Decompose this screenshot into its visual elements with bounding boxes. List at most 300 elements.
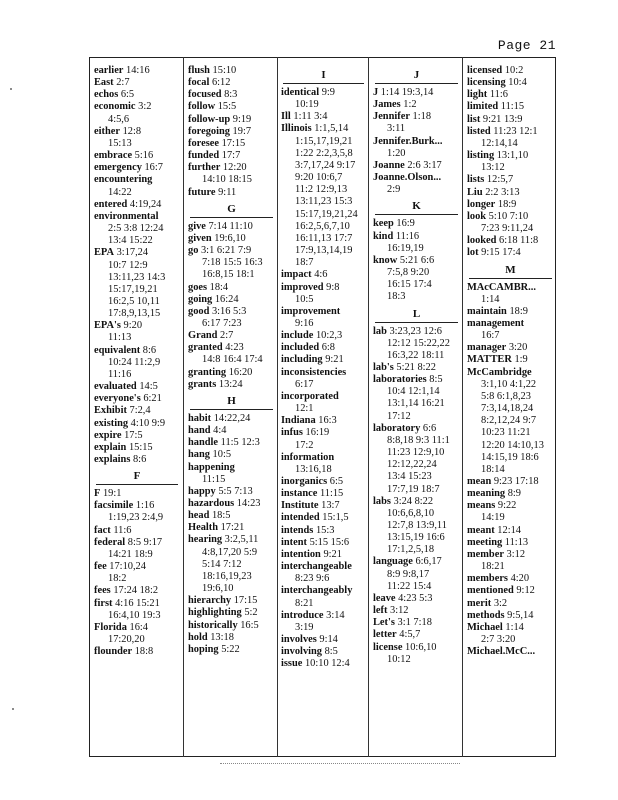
page-reference: 15:15: [126, 441, 153, 453]
page-reference: 3:17,24: [114, 247, 149, 259]
index-entry: [94, 488, 180, 500]
page-reference: 16:2,5,6,7,10: [295, 220, 350, 232]
page-reference: 19:6,10: [202, 583, 234, 595]
page-reference: 4:16 15:21: [112, 597, 160, 609]
index-term: F: [94, 488, 101, 500]
index-entry: [188, 534, 275, 546]
index-term: Michael.McC...: [467, 646, 536, 658]
index-entry: [281, 525, 366, 537]
page-reference: 10:12: [387, 653, 411, 665]
page-reference: 16:5: [237, 619, 259, 631]
page-reference: 11:16: [108, 368, 132, 380]
page-reference: 13:11,23 14:3: [108, 271, 166, 283]
index-entry: [94, 150, 180, 162]
index-term: include: [281, 330, 314, 342]
index-term: meant: [467, 524, 495, 536]
page-reference: 3:2,5,11: [222, 534, 259, 546]
page-reference: 1:9: [511, 354, 528, 366]
page-reference: 8:5 9:17: [125, 536, 163, 548]
index-entry: [281, 269, 366, 281]
index-term: head: [188, 510, 210, 522]
page-reference: 9:20 10:6,7: [295, 172, 343, 184]
page-reference: 5:2: [241, 607, 258, 619]
index-term: improvement: [281, 305, 341, 317]
scan-speck: [12, 708, 14, 710]
index-term: foresee: [188, 137, 219, 149]
index-term: lab's: [373, 361, 394, 373]
page-reference: 4:23: [222, 342, 244, 354]
page-reference: 18:4: [207, 281, 229, 293]
page-reference: 3:24 8:22: [390, 495, 434, 507]
page-reference: 12:12,22,24: [387, 459, 437, 471]
index-entry: [281, 87, 366, 99]
index-entry: [373, 231, 460, 243]
index-entry: [467, 306, 554, 318]
index-entry: [467, 549, 554, 561]
page-reference: 1:14: [502, 621, 524, 633]
page-reference: 13:1,14 16:21: [387, 398, 445, 410]
index-term: mean: [467, 476, 492, 487]
page-reference: 3:19: [295, 621, 314, 633]
page-reference: 14:8 16:4 17:4: [202, 354, 263, 366]
index-entry: [94, 525, 180, 537]
page-reference: 18:7: [295, 257, 314, 269]
index-term: license: [373, 641, 403, 653]
index-entry: [373, 326, 460, 338]
index-column-4: [373, 65, 460, 666]
index-entry: [188, 138, 275, 150]
page-reference: 1:14: [481, 293, 500, 305]
index-term: kind: [373, 230, 394, 242]
index-entry: [467, 101, 554, 113]
index-term: handle: [188, 437, 219, 449]
index-entry: [373, 160, 460, 172]
index-term: inorganics: [281, 476, 328, 487]
index-term: licensed: [467, 65, 503, 76]
index-term: meeting: [467, 536, 503, 548]
page-reference: 1:14 19:3,14: [378, 87, 434, 98]
index-term: intention: [281, 548, 321, 560]
index-term: hand: [188, 425, 211, 437]
page-reference: 9:19: [230, 113, 252, 125]
page-reference: 12:14: [494, 524, 521, 536]
index-entry: [281, 561, 366, 573]
index-entry: [281, 634, 366, 646]
page-reference: 13:18: [207, 631, 234, 643]
index-entry: [373, 136, 460, 148]
index-entry: [467, 150, 554, 162]
page-reference: 17:7,19 18:7: [387, 483, 440, 495]
index-term: listed: [467, 125, 491, 137]
page-reference: 14:5: [136, 381, 158, 393]
page-reference: 13:24: [216, 378, 243, 390]
page-reference: 7:5,8 9:20: [387, 267, 430, 279]
page-reference: 3:16 5:3: [209, 305, 247, 317]
index-entry: [188, 620, 275, 632]
index-entry: [373, 617, 460, 629]
index-term: EPA's: [94, 320, 121, 332]
index-entry: [467, 525, 554, 537]
page-reference: 16:19: [302, 427, 330, 439]
index-entry: [373, 593, 460, 605]
page-reference: 1:16: [133, 500, 155, 512]
index-entry: [94, 345, 180, 357]
index-entry: [373, 111, 460, 123]
page-reference: 11:6: [487, 89, 508, 101]
page-reference: 5:10 7:10: [486, 210, 529, 222]
page-reference: 1:19,23 2:4,9: [108, 512, 164, 524]
index-entry: [188, 522, 275, 534]
page-reference: 17:1,2,5,18: [387, 544, 435, 556]
index-entry: [373, 605, 460, 617]
page-reference: 15:1,5: [319, 512, 349, 524]
index-entry: [188, 342, 275, 354]
index-term: Jennifer.Burk...: [373, 135, 443, 147]
letter-heading: M: [467, 264, 554, 276]
index-term: laboratories: [373, 374, 427, 386]
index-term: looked: [467, 235, 497, 247]
page-reference: 6:5: [118, 89, 135, 101]
page-reference: 14:22,24: [211, 412, 251, 424]
page-reference: 10:23 11:21: [481, 427, 531, 439]
index-entry: [188, 245, 275, 257]
index-term: MAcCAMBR...: [467, 281, 536, 293]
index-entry: [281, 500, 366, 512]
page-reference: 10:10 12:4: [302, 658, 350, 670]
index-entry: [373, 629, 460, 641]
index-term: Institute: [281, 500, 319, 512]
page-reference: 3:12: [387, 605, 409, 617]
page-reference: 1:2: [400, 99, 417, 111]
page-reference: 15:13: [108, 137, 132, 149]
index-term: expire: [94, 429, 122, 441]
page-reference: 1:18: [409, 111, 432, 123]
index-entry: [373, 423, 460, 435]
page-reference: 12:20: [220, 162, 247, 174]
page-reference: 14:22: [108, 186, 132, 198]
index-term: hold: [188, 631, 208, 643]
page-reference: 8:8,18 9:3 11:1: [387, 434, 450, 446]
page-reference: 11:15: [317, 488, 344, 500]
index-entry: [467, 354, 554, 366]
index-term: given: [188, 232, 212, 244]
index-term: follow-up: [188, 113, 231, 125]
index-term: manager: [467, 342, 507, 354]
index-term: laboratory: [373, 422, 421, 434]
index-term: hearing: [188, 534, 223, 546]
letter-heading: I: [281, 69, 366, 81]
page-reference: 1:11 3:4: [290, 111, 328, 123]
index-term: language: [373, 556, 413, 568]
index-entry: [373, 496, 460, 508]
page-reference: 10:5: [209, 449, 232, 461]
page-reference: 16:9: [393, 218, 415, 230]
page-reference: 1:20: [387, 147, 406, 159]
index-entry: [188, 437, 275, 449]
page-reference: 11:2 12:9,13: [295, 184, 348, 196]
index-term: facsimile: [94, 500, 134, 512]
page-reference: 18:14: [481, 463, 505, 475]
index-term: intent: [281, 536, 307, 548]
page-reference: 4:10 9:9: [128, 417, 166, 429]
page-reference: 13:11,23 15:3: [295, 196, 353, 208]
page-reference: 5:22: [218, 643, 240, 655]
index-entry: [467, 537, 554, 549]
page-reference: 5:16: [132, 150, 154, 162]
index-entry: [281, 342, 366, 354]
index-entry: [94, 622, 180, 634]
index-entry: [281, 282, 366, 294]
index-entry: [281, 367, 366, 379]
index-term: infus: [281, 427, 303, 439]
page-reference: 8:6: [140, 344, 157, 356]
index-term: light: [467, 89, 488, 101]
index-term: emergency: [94, 162, 142, 174]
page-reference: 16:2,5 10,11: [108, 295, 160, 307]
index-term: fees: [94, 585, 111, 597]
index-term: Liu: [467, 186, 483, 198]
index-term: meaning: [467, 488, 506, 500]
page-reference: 8:5: [426, 374, 443, 386]
index-entry: [467, 573, 554, 585]
page-reference: 18:5: [209, 510, 231, 522]
index-entry: [94, 454, 180, 466]
page-reference: 9:21: [320, 548, 342, 560]
page-reference: 12:20 14:10,13: [481, 439, 544, 451]
index-entry: [281, 452, 366, 464]
index-term: leave: [373, 592, 396, 604]
index-term: East: [94, 77, 114, 89]
page-reference: 9:16: [295, 317, 314, 329]
index-term: inconsistencies: [281, 366, 347, 378]
index-entry: [281, 549, 366, 561]
index-entry: [94, 393, 180, 405]
index-column-2: [188, 65, 275, 656]
index-entry: [281, 585, 366, 597]
index-term: Grand: [188, 330, 218, 342]
index-entry: [94, 405, 180, 417]
index-entry: [188, 294, 275, 306]
index-term: interchangeable: [281, 561, 352, 573]
page-reference: 3:12: [503, 548, 526, 560]
index-term: lab: [373, 325, 387, 337]
page-reference: 9:21 13:9: [480, 113, 523, 125]
page-reference: 10:2,3: [313, 330, 343, 342]
index-term: MATTER: [467, 354, 512, 366]
page-reference: 12:8: [119, 125, 142, 137]
index-entry: [94, 65, 180, 77]
page-reference: 17:10,24: [106, 561, 146, 573]
index-term: EPA: [94, 247, 115, 259]
index-entry: [281, 610, 366, 622]
page-reference: 7:23 9:11,24: [481, 223, 534, 235]
page-reference: 16:15 17:4: [387, 279, 432, 291]
page-reference: 17:20,20: [108, 634, 145, 646]
page-reference: 14:21 18:9: [108, 548, 153, 560]
index-term: J: [373, 87, 379, 98]
index-entry: [281, 415, 366, 427]
page-reference: 16:11,13 17:7: [295, 232, 353, 244]
page-reference: 18:21: [481, 561, 505, 573]
page-reference: 13:15,19 16:6: [387, 532, 445, 544]
index-column-5: [467, 65, 554, 658]
index-term: federal: [94, 536, 126, 548]
page-reference: 9:14: [316, 634, 338, 646]
page-reference: 12:14,14: [481, 137, 518, 149]
index-term: explains: [94, 454, 131, 465]
index-term: evaluated: [94, 381, 137, 393]
page-reference: 15:17,19,21,24: [295, 208, 358, 220]
page-reference: 19:7: [229, 125, 252, 137]
letter-heading: K: [373, 200, 460, 212]
page-reference: 7:14 11:10: [205, 220, 253, 232]
index-term: licensing: [467, 77, 506, 89]
page-reference: 2:7 3:20: [481, 634, 516, 646]
index-term: involving: [281, 646, 322, 658]
index-term: granting: [188, 366, 227, 378]
page-reference: 11:13: [108, 332, 132, 344]
index-term: Florida: [94, 621, 127, 633]
page-reference: 17:7: [219, 150, 241, 162]
index-entry: [281, 111, 366, 123]
index-entry: [373, 642, 460, 654]
index-entry: [467, 282, 554, 294]
index-entry: [281, 512, 366, 524]
column-divider: [183, 57, 184, 757]
index-term: grants: [188, 378, 217, 390]
index-entry: [467, 367, 554, 379]
index-entry: [94, 89, 180, 101]
page-reference: 11:5 12:3: [218, 437, 260, 449]
index-term: future: [188, 186, 216, 198]
index-entry: [467, 247, 554, 259]
page-reference: 19:6,10: [211, 232, 246, 244]
page-reference: 8:23 9:6: [295, 573, 330, 585]
index-entry: [188, 644, 275, 656]
index-term: flush: [188, 65, 210, 76]
page-reference: 7:18 15:5 16:3: [202, 257, 263, 269]
index-entry: [94, 174, 180, 186]
page-reference: 17:15: [231, 595, 258, 607]
index-column-3: [281, 65, 366, 671]
page-reference: 15:3: [313, 524, 335, 536]
index-term: letter: [373, 629, 397, 641]
index-term: mentioned: [467, 585, 514, 597]
index-entry: [281, 354, 366, 366]
page-reference: 9:9: [319, 87, 335, 98]
page-reference: 14:15,19 18:6: [481, 451, 539, 463]
index-term: granted: [188, 342, 223, 354]
page-reference: 11:22 15:4: [387, 580, 432, 592]
index-term: longer: [467, 198, 496, 210]
page-reference: 11:16: [393, 230, 420, 242]
page-number: Page 21: [497, 38, 556, 53]
index-entry: [188, 101, 275, 113]
index-entry: [188, 486, 275, 498]
page-reference: 2:9: [387, 184, 401, 196]
index-term: identical: [281, 87, 320, 98]
index-term: incorporated: [281, 390, 339, 402]
page-reference: 3:2: [135, 101, 152, 113]
index-term: goes: [188, 281, 208, 293]
index-term: Jennifer: [373, 111, 410, 123]
index-entry: [281, 391, 366, 403]
index-entry: [281, 476, 366, 488]
index-term: good: [188, 305, 210, 317]
index-term: intended: [281, 512, 320, 524]
page-reference: 16:20: [226, 366, 253, 378]
page-reference: 12:7,8 13:9,11: [387, 520, 447, 531]
index-entry: [188, 162, 275, 174]
index-term: earlier: [94, 65, 124, 76]
index-entry: [373, 218, 460, 230]
page-reference: 3:1 6:21 7:9: [198, 245, 252, 257]
index-entry: [188, 462, 275, 474]
index-term: Michael: [467, 621, 503, 633]
index-entry: [467, 174, 554, 186]
index-term: McCambridge: [467, 366, 532, 378]
index-term: involves: [281, 634, 317, 646]
index-entry: [281, 427, 366, 439]
index-entry: [94, 585, 180, 597]
page-reference: 17:8,9,13,15: [108, 308, 161, 320]
page-reference: 16:4,10 19:3: [108, 609, 161, 621]
index-term: list: [467, 113, 481, 125]
page-reference: 10:2: [502, 65, 524, 76]
index-term: entered: [94, 198, 128, 210]
index-entry: [188, 632, 275, 644]
index-term: further: [188, 162, 221, 174]
page-reference: 6:12: [209, 77, 231, 89]
index-entry: [467, 199, 554, 211]
index-term: interchangeably: [281, 585, 353, 597]
index-entry: [373, 374, 460, 386]
page-reference: 9:11: [215, 186, 237, 198]
page-reference: 12:12 15:22,22: [387, 337, 450, 349]
index-term: environmental: [94, 210, 159, 222]
index-entry: [94, 598, 180, 610]
index-entry: [373, 99, 460, 111]
page-reference: 13:1,10: [494, 150, 529, 162]
index-term: equivalent: [94, 344, 141, 356]
page-reference: 9:23 17:18: [491, 476, 539, 487]
index-term: means: [467, 500, 496, 512]
index-term: member: [467, 548, 504, 560]
index-entry: [467, 318, 554, 330]
index-entry: [373, 556, 460, 568]
index-entry: [188, 425, 275, 437]
footer-rule: [220, 763, 460, 764]
index-entry: [467, 598, 554, 610]
page-reference: 11:13: [502, 536, 529, 548]
page-reference: 5:14 7:12: [202, 558, 242, 570]
index-entry: [188, 330, 275, 342]
index-term: know: [373, 254, 398, 266]
index-term: keep: [373, 218, 394, 230]
index-term: instance: [281, 488, 318, 500]
page-reference: 4:23 5:3: [395, 592, 433, 604]
page-reference: 14:23: [234, 498, 261, 509]
page-reference: 15:17,19,21: [108, 283, 158, 295]
page-reference: 4:6: [311, 269, 328, 281]
index-term: encountering: [94, 174, 153, 186]
page-reference: 11:23 12:9,10: [387, 447, 445, 459]
index-entry: [188, 221, 275, 233]
index-term: members: [467, 573, 508, 585]
page-reference: 8:21: [295, 597, 314, 609]
index-entry: [94, 646, 180, 658]
index-column-1: [94, 65, 180, 658]
